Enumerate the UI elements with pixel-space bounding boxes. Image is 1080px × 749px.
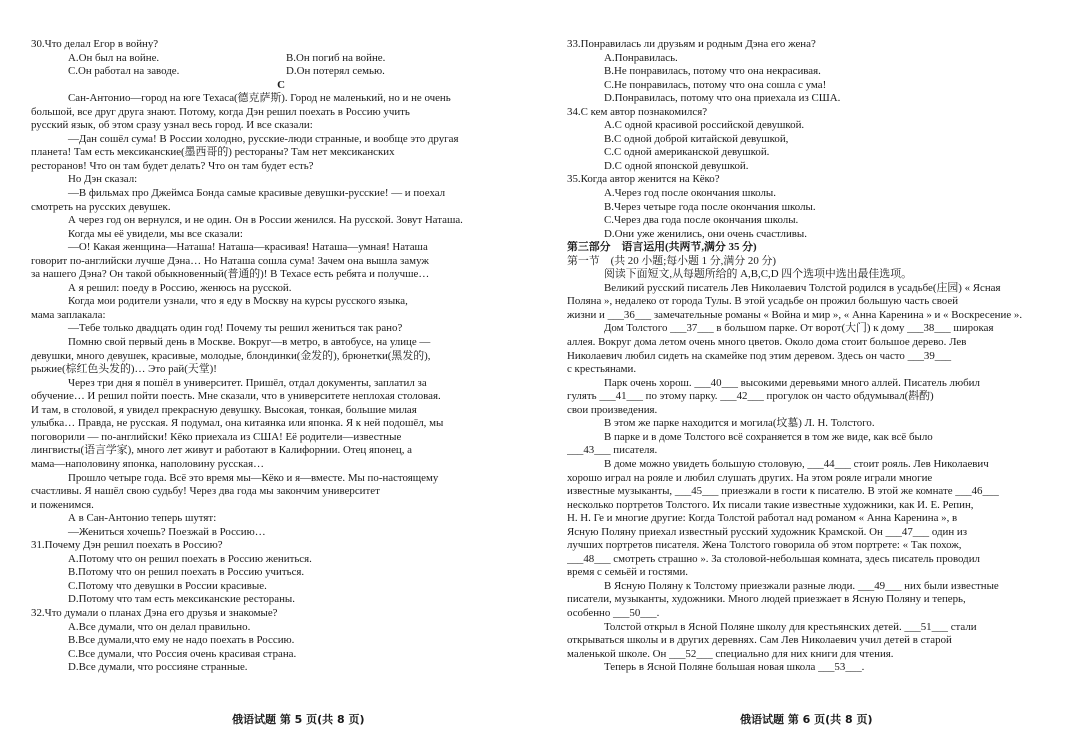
text-line: писатели, музыканты, художники. Много людей приезжает в Ясную Поляну и теперь, xyxy=(567,593,966,606)
text-line: большой, все друг друга знают. Потому, когда Дэн решил поехать в Россию учить xyxy=(31,105,410,118)
left-page xyxy=(31,38,531,675)
cloze-passage xyxy=(567,282,1047,675)
text-line: свои произведения. xyxy=(567,403,658,416)
question-31-option: B.Потому что он решил поехать в Россию учиться. xyxy=(68,566,305,579)
text-line: улыбка… Правда, не русская. Я подумал, она китаянка или японка. Я к ней подошёл, мы xyxy=(31,417,444,430)
text-line: русский язык, об этом сразу узнал весь город. И все сказали: xyxy=(31,119,313,132)
section-1-heading: 第一节 (共 20 小题;每小题 1 分,满分 20 分) xyxy=(567,254,777,267)
question-33-option: C.Не понравилась, потому что она сошла с ума! xyxy=(604,78,827,91)
text-line: Н. Н. Ге и многие другие: Когда Толстой работал над романом « Анна Каренина », в xyxy=(567,512,958,525)
question-30: 30.Что делал Егор в войну? xyxy=(31,38,159,50)
question-32-option: C.Все думали, что Россия очень красивая страна. xyxy=(68,647,297,660)
question-34-option: A.С одной красивой российской девушкой. xyxy=(604,119,805,132)
option-c: C.Он работал на заводе. xyxy=(68,65,180,78)
text-line: с крестьянами. xyxy=(567,363,637,376)
question-34-option: B.С одной доброй китайской девушкой, xyxy=(604,132,789,145)
text-line: мама—наполовину японка, наполовину русская… xyxy=(31,457,264,470)
question-31-option: C.Потому что девушки в России красивые. xyxy=(68,579,267,592)
text-line: И там, в столовой, я увидел прекрасную девушку. Высокая, тонкая, большие милая xyxy=(31,403,417,416)
text-line: Когда мои родители узнали, что я еду в Москву на курсы русского языка, xyxy=(68,295,408,308)
text-line: Толстой открыл в Ясной Поляне школу для крестьянских детей. ___51___ стали xyxy=(604,620,977,633)
text-line: Дом Толстого ___37___ в большом парке. От ворот(大门) к дому ___38___ широкая xyxy=(604,322,994,335)
text-line: Парк очень хорош. ___40___ высокими деревьями много аллей. Писатель любил xyxy=(604,376,980,389)
text-line: известные музыканты, ___45___ приезжали в гости к писателю. В этой же комнате ___46___ xyxy=(567,485,999,498)
text-line: несколько портретов Толстого. Их писали такие известные художники, как И. Е. Репин, xyxy=(567,498,974,511)
page-footer-left: 俄语试题 第 5 页(共 8 页) xyxy=(232,713,365,726)
question-31-option: D.Потому что там есть мексиканские рестораны. xyxy=(68,593,295,606)
part-3-heading: 第三部分 语言运用(共两节,满分 35 分) xyxy=(567,241,757,254)
page-footer-right: 俄语试题 第 6 页(共 8 页) xyxy=(740,713,873,726)
text-line: Николаевич любил сидеть на скамейке под этим деревом. Здесь он часто ___39___ xyxy=(567,349,952,362)
text-line: маленькой школе. Он ___52___ специально для них книги для чтения. xyxy=(567,647,894,660)
text-line: аллея. Вокруг дома летом очень много цветов. Около дома стоит большое дерево. Лев xyxy=(567,336,967,349)
text-line: —Жениться хочешь? Поезжай в Россию… xyxy=(68,525,266,538)
text-line: счастливы. Я нашёл свою судьбу! Через два года мы закончим университет xyxy=(31,485,380,498)
section-c-heading: C xyxy=(277,78,285,91)
question-35-option: D.Они уже женились, они очень счастливы. xyxy=(604,227,807,240)
text-line: планета! Там есть мексиканские(墨西哥的) рестораны? Там нет мексиканских xyxy=(31,146,395,159)
text-line: особенно ___50___. xyxy=(567,606,660,619)
question-32: 32.Что думали о планах Дэна его друзья и знакомые? xyxy=(31,606,278,619)
text-line: лучших портретов писателя. Жена Толстого говорила об этом портрете: « Так похож, xyxy=(567,539,962,552)
text-line: А через год он вернулся, и не один. Он в России женился. На русской. Зовут Наташа. xyxy=(68,214,463,227)
text-line: —Дан сошёл сума! В России холодно, русские-люди странные, и вообще это другая xyxy=(68,132,459,145)
text-line: открываться школы и в других деревнях. Сам Лев Николаевич учил детей в старой xyxy=(567,634,952,647)
question-33: 33.Понравилась ли друзьям и родным Дэна его жена? xyxy=(567,38,816,50)
text-line: время с семьёй и гостями. xyxy=(567,566,689,579)
text-line: В этом же парке находится и могила(坟墓) Л. Н. Толстого. xyxy=(604,417,875,430)
question-35: 35.Когда автор женится на Кёко? xyxy=(567,173,720,186)
text-line: В парке и в доме Толстого всё сохраняется в том же виде, как всё было xyxy=(604,430,933,443)
question-35-option: A.Через год после окончания школы. xyxy=(604,187,776,200)
text-line: поговорили — по-английски! Кёко приехала из США! Её родители—известные xyxy=(31,430,402,443)
question-30-options-row-1 xyxy=(31,52,531,66)
text-line: смотреть на русских девушек. xyxy=(31,200,171,213)
text-line: ресторанов! Что он там будет делать? Что он там будет есть? xyxy=(31,159,314,172)
question-33-option: A.Понравилась. xyxy=(604,51,678,64)
text-line: Теперь в Ясной Поляне большая новая школа ___53___. xyxy=(604,661,865,674)
text-line: ___48___ смотреть страшно ». За столовой-небольшая комната, здесь писатель проводил xyxy=(567,552,980,565)
text-line: Когда мы её увидели, мы все сказали: xyxy=(68,227,243,240)
question-31-option: A.Потому что он решил поехать в Россию жениться. xyxy=(68,552,312,565)
text-line: В Ясную Поляну к Толстому приезжали разные люди. ___49___ них были известные xyxy=(604,579,999,592)
question-32-option: A.Все думали, что он делал правильно. xyxy=(68,620,251,633)
text-line: лингвисты(语言学家), много лет живут и работают в Калифорнии. Отец японец, а xyxy=(31,444,413,457)
instructions: 阅读下面短文,从每题所给的 A,B,C,D 四个选项中选出最佳选项。 xyxy=(604,268,912,281)
question-33-option: B.Не понравилась, потому что она некрасивая. xyxy=(604,65,821,78)
question-32-option: D.Все думали, что россияне странные. xyxy=(68,661,248,674)
text-line: А я решил: поеду в Россию, женюсь на русской. xyxy=(68,281,292,294)
text-line: Великий русский писатель Лев Николаевич Толстой родился в усадьбе(庄园) « Ясная xyxy=(604,281,1001,294)
question-34-option: D.С одной японской девушкой. xyxy=(604,159,749,172)
text-line: Но Дэн сказал: xyxy=(68,173,138,186)
text-line: девушки, много девушек, красивые, молодые, блондинки(金发的), брюнетки(黑发的), xyxy=(31,349,431,362)
question-33-option: D.Понравилась, потому что она приехала из США. xyxy=(604,92,841,105)
option-b: B.Он погиб на войне. xyxy=(286,51,386,64)
reading-passage-c xyxy=(31,92,531,539)
text-line: —В фильмах про Джеймса Бонда самые красивые девушки-русские! — и поехал xyxy=(68,187,446,200)
text-line: —О! Какая женщина—Наташа! Наташа—красивая! Наташа—умная! Наташа xyxy=(68,241,428,254)
text-line: говорит по-английски лучше Дэна… Но Наташа сошла сума! Зачем она вышла замуж xyxy=(31,254,429,267)
option-a: A.Он был на войне. xyxy=(68,51,160,64)
text-line: гулять ___41___ по этому парку. ___42___ прогулок он часто обдумывал(斟酌) xyxy=(567,390,934,403)
text-line: жизни и ___36___ замечательные романы « Война и мир », « Анна Каренина » и « Воскресение ». xyxy=(567,308,1023,321)
text-line: —Тебе только двадцать один год! Почему ты решил жениться так рано? xyxy=(68,322,403,335)
text-line: В доме можно увидеть большую столовую, ___44___ стоит рояль. Лев Николаевич xyxy=(604,457,989,470)
text-line: Помню свой первый день в Москве. Вокруг—в метро, в автобусе, на улице — xyxy=(68,336,431,349)
text-line: хорошо играл на рояле и любил слушать других. На этом рояле играли многие xyxy=(567,471,933,484)
text-line: обучение… И решил пойти поесть. Мне сказали, что в университете неплохая столовая. xyxy=(31,390,441,403)
question-34: 34.С кем автор познакомился? xyxy=(567,105,708,118)
text-line: и поженимся. xyxy=(31,498,94,511)
question-35-option: B.Через четыре года после окончания школы. xyxy=(604,200,816,213)
text-line: Сан-Антонио—город на юге Техаса(德克萨斯). Город не маленький, но и не очень xyxy=(68,92,451,105)
option-d: D.Он потерял семью. xyxy=(286,65,385,78)
text-line: мама заплакала: xyxy=(31,308,106,321)
text-line: Ясную Поляну приехал известный русский художник Крамской. Он ___47___ один из xyxy=(567,525,968,538)
question-31: 31.Почему Дэн решил поехать в Россию? xyxy=(31,539,223,552)
text-line: Через три дня я пошёл в университет. Пришёл, отдал документы, заплатил за xyxy=(68,376,427,389)
text-line: ___43___ писателя. xyxy=(567,444,658,457)
text-line: Поляна », недалеко от города Тулы. В этой усадьбе он прожил большую часть своей xyxy=(567,295,959,308)
question-34-option: C.С одной американской девушкой. xyxy=(604,146,770,159)
question-32-option: B.Все думали,что ему не надо поехать в Россию. xyxy=(68,634,295,647)
question-35-option: C.Через два года после окончания школы. xyxy=(604,214,799,227)
right-page xyxy=(567,38,1047,675)
question-30-options-row-2 xyxy=(31,65,531,79)
text-line: А в Сан-Антонио теперь шутят: xyxy=(68,512,217,525)
text-line: Прошло четыре года. Всё это время мы—Кёко и я—вместе. Мы по-настоящему xyxy=(68,471,439,484)
text-line: за нашего Дэна? Он такой обыкновенный(普通的)! В Техасе есть ребята и получше… xyxy=(31,268,430,281)
text-line: рыжие(棕红色头发的)… Это рай(天堂)! xyxy=(31,363,217,376)
